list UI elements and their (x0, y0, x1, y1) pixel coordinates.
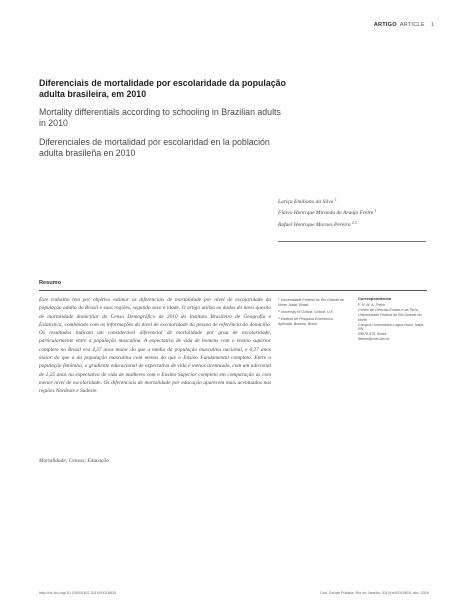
author (278, 207, 438, 218)
journal-citation: Cad. Saúde Pública, Rio de Janeiro, 32(4):e00019815, abr, 2016 (319, 591, 429, 595)
abstract-divider (39, 290, 427, 291)
correspondence-postal: 59078-970, Brasil. (358, 332, 388, 337)
running-header (374, 22, 434, 28)
affiliation-text: University of Oxford, Oxford, U.K. (280, 309, 334, 314)
correspondence-heading: Correspondência (358, 296, 391, 301)
affiliation-item (278, 309, 348, 315)
author-name: Flávio Henrique Miranda de Araújo Freire (278, 210, 374, 217)
title-portuguese: Diferenciais de mortalidade por escolaridade da população adulta brasileira, em 2010 (39, 78, 286, 99)
author-affiliation-ref: 1 (334, 198, 337, 202)
section-label-en: ARTICLE (399, 22, 425, 28)
correspondence-block (358, 297, 428, 342)
author (278, 196, 438, 207)
article-titles (39, 78, 289, 167)
abstract-heading: Resumo (39, 280, 62, 286)
affiliation-text: Universidade Federal do Rio Grande do Norte, Natal, Brasil. (278, 298, 345, 307)
title-spanish: Diferenciales de mortalidad por escolaridad en la población adulta brasileña en 2010 (39, 137, 270, 158)
affiliation-number: 2 (278, 308, 280, 313)
correspondence-name: F. H. M. A. Freire (358, 302, 385, 307)
title-english: Mortality differentials according to schooling in Brazilian adults in 2010 (39, 107, 281, 128)
author-name: Lariça Emiliano da Silva (278, 199, 334, 205)
affiliations (278, 297, 348, 328)
doi-link[interactable]: http://dx.doi.org/10.1590/0102-311X00019815 (39, 591, 117, 595)
affiliation-text: Instituto de Pesquisa Econômica Aplicada, Brasília, Brasil. (278, 316, 333, 326)
keywords: Mortalidade; Censos; Educação (39, 458, 109, 464)
authors-divider (278, 241, 426, 242)
author-list (278, 196, 438, 230)
affiliation-item (278, 297, 348, 308)
author-affiliation-ref: 1 (374, 209, 377, 214)
affiliation-item (278, 316, 348, 327)
author-affiliation-ref: 2,3 (352, 220, 357, 225)
abstract-text: Este trabalho tem por objetivo estimar os diferenciais de mortalidade por nível de escolaridade da população adulta do Brasil e suas regiões, segundo sexo e idade. O artigo utiliza os dados do novo quesito de mortalidade domiciliar do Censo Demográfico de 2010 do Instituto Brasileiro de Geografia e Estatística, combinado com as informações do nível de escolaridade da pessoa de referência do domicílio. Os resultados indicam um considerável diferencial de mortalidade por grau de escolaridade, particularmente entre a população masculina. A expectativa de vida de homens com o ensino superior completo no Brasil era 4,37 anos maior do que a média da população masculina nacional, e 6,27 anos maior do que a da população masculina com menos do que o Ensino Fundamental completo. Entre a população feminina, o gradiente educacional de expectativa de vida é menos acentuado, com um adicional de 2,25 anos na expectativa de vida de mulheres com o Ensino Superior completo em comparação às com menor nível de escolaridade. Os diferenciais de mortalidade por educação aparecem mais acentuados nas regiões Nordeste e Sudeste. (39, 297, 271, 395)
affiliation-number: 3 (278, 315, 280, 320)
author (278, 219, 438, 230)
section-label-pt: ARTIGO (373, 22, 397, 28)
correspondence-campus: Campus Universitário Lagoa Nova, Natal, RN (358, 322, 425, 332)
page-number: 1 (430, 22, 434, 28)
correspondence-institution: Centro de Ciências Exatas e da Terra, Universidade Federal do Rio Grande do Norte. (358, 307, 422, 322)
correspondence-email[interactable]: flfreire@ccet.ufrn.br (358, 337, 390, 342)
author-name: Rafael Henrique Moraes Pereira (278, 221, 351, 228)
affiliation-number: 1 (278, 297, 280, 301)
